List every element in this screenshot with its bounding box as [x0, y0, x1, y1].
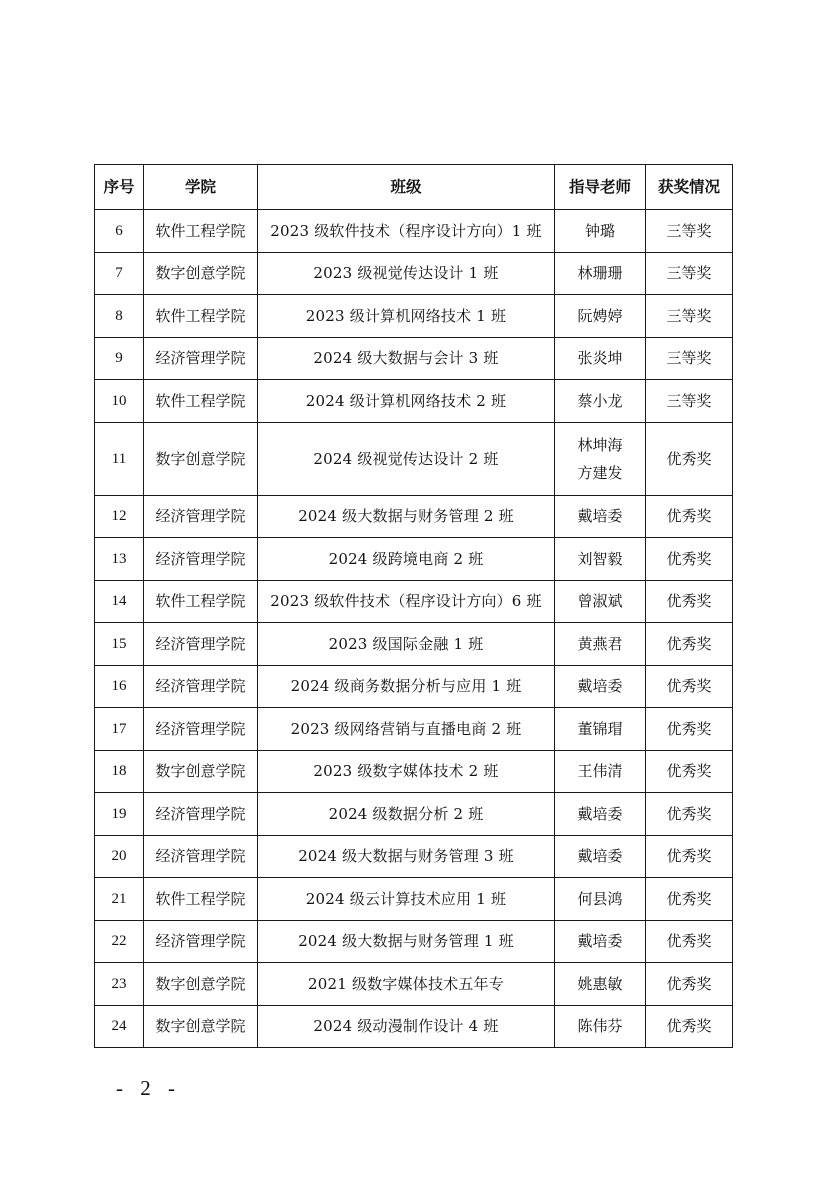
row-teacher: [555, 665, 646, 708]
row-number: 8: [95, 295, 144, 338]
row-class: 2021 级数字媒体技术五年专: [258, 963, 555, 1006]
row-college: 经济管理学院: [144, 495, 258, 538]
row-award: 优秀奖: [646, 495, 733, 538]
row-college: 经济管理学院: [144, 337, 258, 380]
row-class: 2024 级数据分析 2 班: [258, 793, 555, 836]
teacher-name: 王伟清: [577, 762, 623, 781]
row-teacher: [555, 252, 646, 295]
row-college: 软件工程学院: [144, 210, 258, 253]
table-row: [95, 878, 733, 921]
row-number: 9: [95, 337, 144, 380]
row-teacher: [555, 1005, 646, 1048]
row-number: 21: [95, 878, 144, 921]
row-class: 2024 级动漫制作设计 4 班: [258, 1005, 555, 1048]
row-award: 优秀奖: [646, 793, 733, 836]
teacher-name: 姚惠敏: [577, 974, 623, 993]
row-number: 17: [95, 708, 144, 751]
row-college: 数字创意学院: [144, 252, 258, 295]
row-teacher: [555, 963, 646, 1006]
row-class: 2024 级计算机网络技术 2 班: [258, 380, 555, 423]
teacher-name: 何县鸿: [577, 889, 623, 908]
table-row: [95, 380, 733, 423]
page-number: - 2 -: [116, 1076, 181, 1100]
row-teacher: [555, 538, 646, 581]
table-row: [95, 422, 733, 495]
row-award: 三等奖: [646, 295, 733, 338]
table-row: [95, 920, 733, 963]
row-award: 优秀奖: [646, 580, 733, 623]
table-header-row: [95, 165, 733, 210]
row-award: 优秀奖: [646, 835, 733, 878]
row-number: 11: [95, 422, 144, 495]
row-award: 优秀奖: [646, 963, 733, 1006]
row-number: 22: [95, 920, 144, 963]
header-award: 获奖情况: [646, 165, 733, 210]
row-teacher: [555, 580, 646, 623]
row-college: 经济管理学院: [144, 708, 258, 751]
row-teacher: [555, 295, 646, 338]
row-teacher: [555, 380, 646, 423]
row-teacher: [555, 210, 646, 253]
row-college: 软件工程学院: [144, 295, 258, 338]
teacher-name: 刘智毅: [577, 549, 623, 568]
teacher-name: 林坤海: [577, 435, 623, 454]
row-number: 16: [95, 665, 144, 708]
row-college: 经济管理学院: [144, 665, 258, 708]
teacher-name: 曾淑斌: [577, 592, 623, 611]
row-class: 2023 级计算机网络技术 1 班: [258, 295, 555, 338]
row-award: 优秀奖: [646, 920, 733, 963]
row-award: 优秀奖: [646, 665, 733, 708]
teacher-name: 蔡小龙: [577, 391, 623, 410]
teacher-name: 方建发: [577, 463, 623, 482]
row-college: 经济管理学院: [144, 538, 258, 581]
row-college: 经济管理学院: [144, 920, 258, 963]
table-row: [95, 538, 733, 581]
teacher-name: 戴培委: [577, 804, 623, 823]
row-college: 经济管理学院: [144, 835, 258, 878]
teacher-name: 黄燕君: [577, 634, 623, 653]
row-class: 2024 级商务数据分析与应用 1 班: [258, 665, 555, 708]
row-class: 2024 级视觉传达设计 2 班: [258, 422, 555, 495]
row-class: 2023 级软件技术（程序设计方向）1 班: [258, 210, 555, 253]
row-class: 2024 级云计算技术应用 1 班: [258, 878, 555, 921]
row-class: 2023 级软件技术（程序设计方向）6 班: [258, 580, 555, 623]
teacher-name: 戴培委: [577, 932, 623, 951]
row-teacher: [555, 878, 646, 921]
row-award: 优秀奖: [646, 750, 733, 793]
row-class: 2023 级视觉传达设计 1 班: [258, 252, 555, 295]
row-teacher: [555, 337, 646, 380]
row-award: 优秀奖: [646, 623, 733, 666]
row-class: 2024 级大数据与财务管理 2 班: [258, 495, 555, 538]
row-class: 2024 级大数据与会计 3 班: [258, 337, 555, 380]
row-award: 三等奖: [646, 210, 733, 253]
row-class: 2023 级网络营销与直播电商 2 班: [258, 708, 555, 751]
row-college: 数字创意学院: [144, 1005, 258, 1048]
row-number: 20: [95, 835, 144, 878]
row-number: 7: [95, 252, 144, 295]
row-college: 经济管理学院: [144, 623, 258, 666]
teacher-name: 陈伟芬: [577, 1017, 623, 1036]
row-number: 18: [95, 750, 144, 793]
row-college: 数字创意学院: [144, 963, 258, 1006]
row-award: 优秀奖: [646, 422, 733, 495]
row-number: 14: [95, 580, 144, 623]
row-teacher: [555, 750, 646, 793]
row-award: 三等奖: [646, 252, 733, 295]
row-teacher: [555, 422, 646, 495]
table-row: [95, 495, 733, 538]
header-college: 学院: [144, 165, 258, 210]
table-row: [95, 1005, 733, 1048]
table-row: [95, 793, 733, 836]
table-row: [95, 835, 733, 878]
row-teacher: [555, 835, 646, 878]
row-award: 优秀奖: [646, 1005, 733, 1048]
row-class: 2024 级大数据与财务管理 1 班: [258, 920, 555, 963]
header-no: 序号: [95, 165, 144, 210]
row-teacher: [555, 495, 646, 538]
teacher-name: 戴培委: [577, 507, 623, 526]
row-teacher: [555, 623, 646, 666]
row-college: 软件工程学院: [144, 878, 258, 921]
table-row: [95, 337, 733, 380]
table-row: [95, 750, 733, 793]
teacher-name: 戴培委: [577, 677, 623, 696]
header-teacher: 指导老师: [555, 165, 646, 210]
header-class: 班级: [258, 165, 555, 210]
awards-table: [94, 164, 733, 1048]
table-row: [95, 708, 733, 751]
row-number: 10: [95, 380, 144, 423]
table-row: [95, 963, 733, 1006]
teacher-name: 张炎坤: [577, 349, 623, 368]
teacher-name: 林珊珊: [577, 264, 623, 283]
row-number: 23: [95, 963, 144, 1006]
teacher-name: 戴培委: [577, 847, 623, 866]
row-college: 软件工程学院: [144, 580, 258, 623]
row-number: 12: [95, 495, 144, 538]
row-class: 2023 级数字媒体技术 2 班: [258, 750, 555, 793]
table-row: [95, 295, 733, 338]
row-college: 经济管理学院: [144, 793, 258, 836]
row-college: 数字创意学院: [144, 750, 258, 793]
table-row: [95, 623, 733, 666]
row-award: 三等奖: [646, 337, 733, 380]
row-class: 2023 级国际金融 1 班: [258, 623, 555, 666]
row-college: 数字创意学院: [144, 422, 258, 495]
row-teacher: [555, 708, 646, 751]
teacher-name: 董锦瑁: [577, 719, 623, 738]
row-class: 2024 级跨境电商 2 班: [258, 538, 555, 581]
table-row: [95, 665, 733, 708]
table-row: [95, 210, 733, 253]
teacher-name: 钟璐: [584, 221, 615, 240]
table-row: [95, 252, 733, 295]
row-number: 19: [95, 793, 144, 836]
table-body: [95, 210, 733, 1048]
row-award: 优秀奖: [646, 708, 733, 751]
row-teacher: [555, 793, 646, 836]
row-award: 优秀奖: [646, 878, 733, 921]
row-number: 15: [95, 623, 144, 666]
row-award: 三等奖: [646, 380, 733, 423]
row-number: 24: [95, 1005, 144, 1048]
row-number: 13: [95, 538, 144, 581]
row-class: 2024 级大数据与财务管理 3 班: [258, 835, 555, 878]
table-row: [95, 580, 733, 623]
row-number: 6: [95, 210, 144, 253]
row-college: 软件工程学院: [144, 380, 258, 423]
row-award: 优秀奖: [646, 538, 733, 581]
teacher-name: 阮娉婷: [577, 306, 623, 325]
row-teacher: [555, 920, 646, 963]
